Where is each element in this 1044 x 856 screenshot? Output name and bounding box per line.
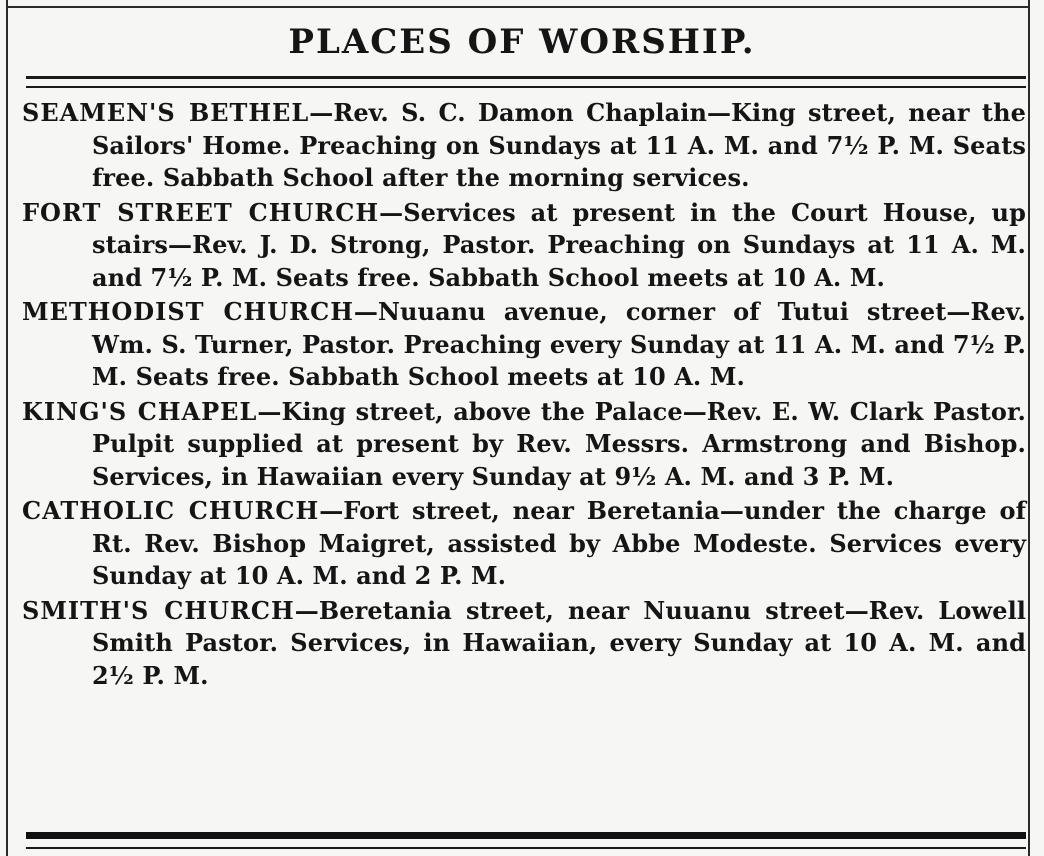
listing-seamens-bethel [22,97,1026,195]
worship-listings [22,97,1026,694]
listing-details: —Services at present in the Court House, up stairs—Rev. J. D. Strong, Pastor. Preaching on Sundays at 11 A. M. and 7½ P. M. Seats free. Sabbath School meets at 10 A. M. [92,197,1026,292]
listing-catholic-church [22,495,1026,593]
church-name: SMITH'S CHURCH [22,595,295,625]
listing-details: —King street, above the Palace—Rev. E. W. Clark Pastor. Pulpit supplied at present by Rev. Messrs. Armstrong and Bishop. Services, in Hawaiian every Sunday at 9½ A. M. and 3 P. M. [92,396,1027,491]
top-rule [6,6,1030,8]
column-right-border [1028,0,1030,856]
listing-fort-street-church [22,197,1026,295]
title-rule-thin [26,86,1026,88]
bottom-rule-thin [26,847,1026,849]
listing-methodist-church [22,296,1026,394]
listing-details: —Rev. S. C. Damon Chaplain—King street, near the Sailors' Home. Preaching on Sundays at 11 A. M. and 7½ P. M. Seats free. Sabbath School after the morning services. [92,98,1027,192]
church-name: METHODIST CHURCH [22,297,354,326]
column-left-border [6,0,8,856]
bottom-rule-thick [26,832,1026,839]
listing-smiths-church [22,595,1026,693]
listing-kings-chapel [22,396,1026,494]
title-rule-thick [26,76,1026,79]
page-title: PLACES OF WORSHIP. [288,22,756,62]
listing-details: —Nuuanu avenue, corner of Tutui street—Rev. Wm. S. Turner, Pastor. Preaching every Sunday at 11 A. M. and 7½ P. M. Seats free. Sabbath School meets at 10 A. M. [92,297,1026,391]
church-name: CATHOLIC CHURCH [22,496,320,525]
listing-details: —Beretania street, near Nuuanu street—Rev. Lowell Smith Pastor. Services, in Hawaiian, every Sunday at 10 A. M. and 2½ P. M. [92,595,1026,690]
church-name: SEAMEN'S BETHEL [22,98,310,127]
listing-details: —Fort street, near Beretania—under the charge of Rt. Rev. Bishop Maigret, assisted by Abbe Modeste. Services every Sunday at 10 A. M. and 2 P. M. [92,496,1027,590]
church-name: FORT STREET CHURCH [22,197,380,227]
church-name: KING'S CHAPEL [22,396,258,426]
